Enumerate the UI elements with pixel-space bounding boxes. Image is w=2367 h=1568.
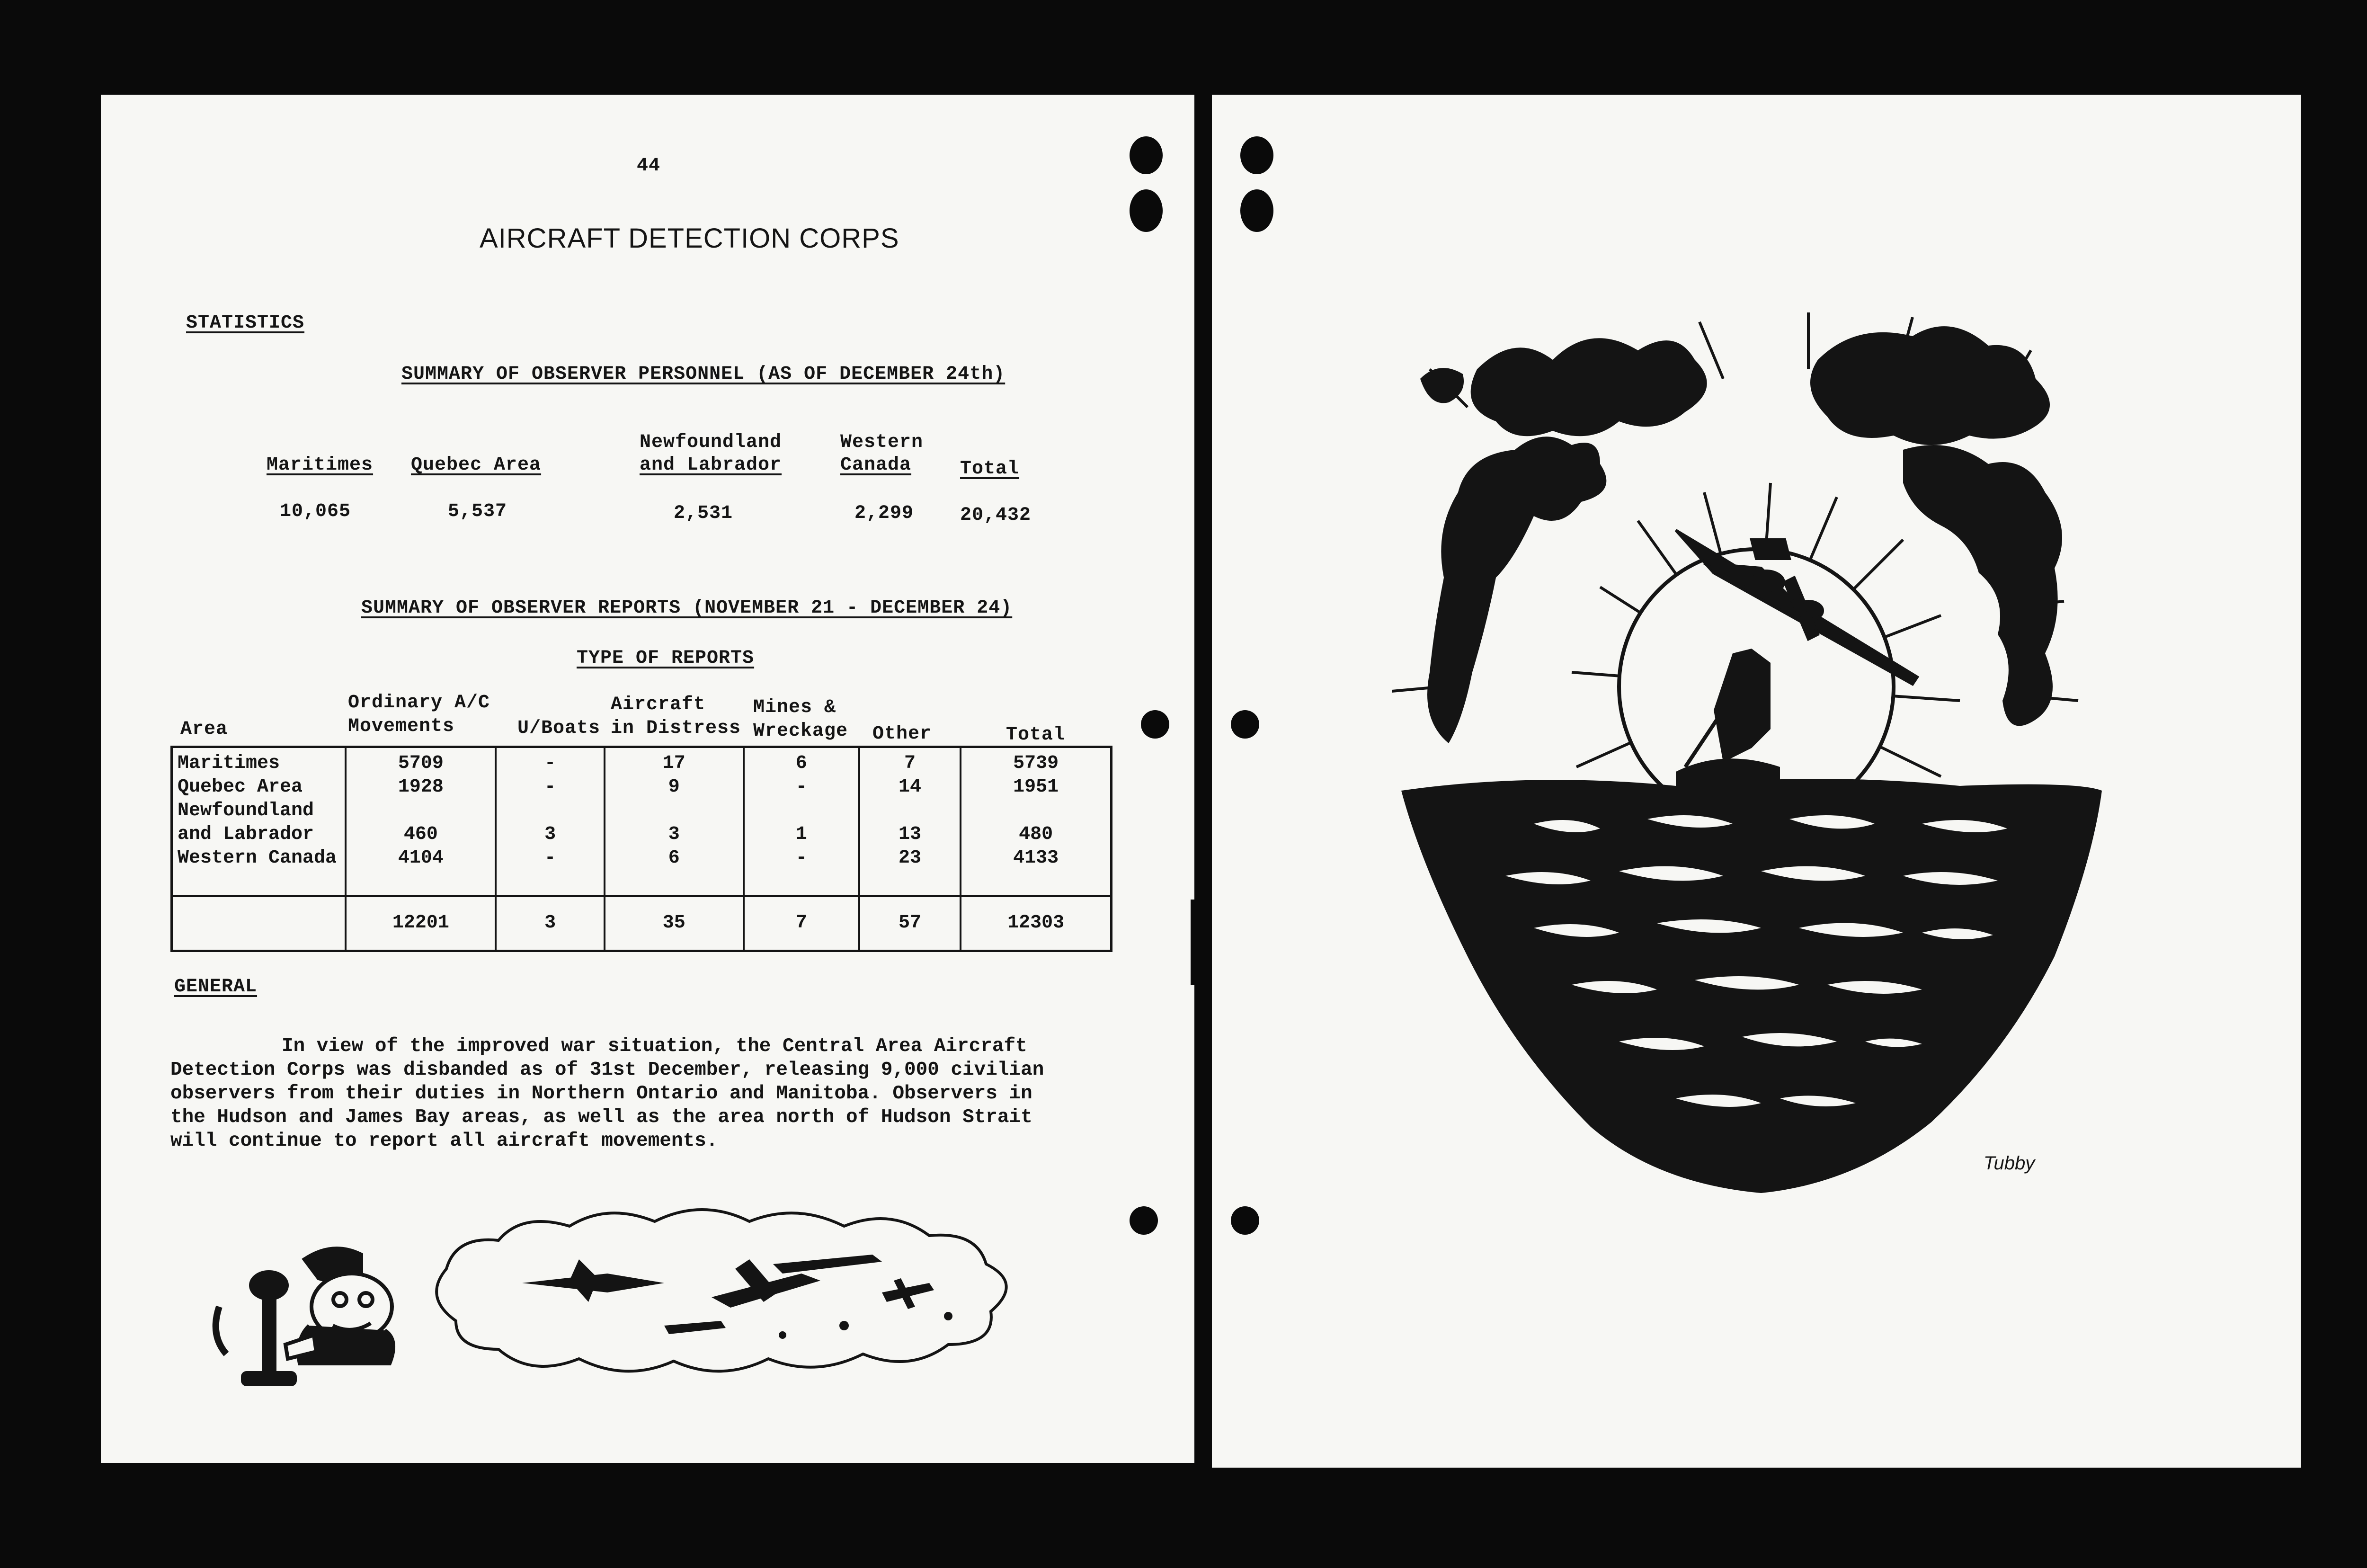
general-heading: GENERAL — [174, 976, 258, 998]
reports-header-mines-line1: Mines & — [753, 697, 836, 718]
personnel-col-maritimes: Maritimes — [267, 454, 374, 476]
mines-blank — [749, 799, 854, 823]
right-page — [1212, 95, 2301, 1468]
binder-hole — [1231, 710, 1259, 739]
other-newfoundland: 13 — [899, 824, 922, 845]
area-newfoundland-line2: and Labrador — [178, 824, 314, 845]
reports-header-aircraft-line2: in Distress — [611, 718, 741, 739]
uboats-blank — [501, 799, 598, 823]
mines-cell — [744, 747, 859, 896]
total-cell — [961, 747, 1111, 896]
mines-newfoundland: 1 — [795, 824, 807, 845]
personnel-col-western-line1: Western — [840, 432, 924, 453]
other-maritimes: 7 — [904, 753, 916, 774]
personnel-col-quebec: Quebec Area — [411, 454, 542, 476]
uboats-maritimes: - — [544, 753, 556, 774]
ordinary-cell — [346, 747, 496, 896]
uboats-newfoundland: 3 — [544, 824, 556, 845]
aircraft-blank — [610, 799, 738, 823]
uboats-cell — [496, 747, 604, 896]
binder-hole — [1240, 136, 1273, 174]
personnel-col-newfoundland-line1: Newfoundland — [640, 432, 782, 453]
aircraft-western: 6 — [668, 847, 680, 869]
reports-header-total: Total — [1006, 724, 1066, 746]
page-spine-mark — [1191, 900, 1200, 985]
general-line: the Hudson and James Bay areas, as well as the area north of Hudson Strait — [170, 1106, 1032, 1128]
total-quebec: 1951 — [1013, 776, 1059, 798]
page-number: 44 — [637, 155, 661, 177]
personnel-value-western: 2,299 — [854, 503, 914, 524]
area-quebec: Quebec Area — [178, 776, 303, 798]
binder-hole — [1141, 710, 1169, 739]
binder-hole — [1240, 189, 1273, 232]
sum-other: 57 — [859, 896, 961, 951]
sunset-bomber-illustration — [1392, 294, 2130, 1250]
ordinary-quebec: 1928 — [398, 776, 444, 798]
personnel-value-newfoundland: 2,531 — [674, 503, 733, 524]
personnel-value-quebec: 5,537 — [448, 501, 507, 522]
personnel-col-western-line2: Canada — [840, 454, 912, 476]
aircraft-maritimes: 17 — [662, 753, 685, 774]
personnel-heading: SUMMARY OF OBSERVER PERSONNEL (AS OF DECEMBER 24th) — [401, 364, 1006, 385]
other-quebec: 14 — [899, 776, 922, 798]
binder-hole — [1231, 1206, 1259, 1235]
reports-header-aircraft-line1: Aircraft — [611, 694, 706, 715]
table-row — [172, 747, 1112, 896]
sum-total: 12303 — [961, 896, 1111, 951]
reports-header-ordinary-line2: Movements — [348, 716, 455, 737]
aircraft-quebec: 9 — [668, 776, 680, 798]
personnel-col-newfoundland-line2: and Labrador — [640, 454, 782, 476]
reports-header-mines-line2: Wreckage — [753, 721, 848, 742]
reports-heading: SUMMARY OF OBSERVER REPORTS (NOVEMBER 21 - DECEMBER 24) — [361, 597, 1013, 619]
other-cell — [859, 747, 961, 896]
total-maritimes: 5739 — [1013, 753, 1059, 774]
binder-hole — [1130, 136, 1163, 174]
table-row-sums — [172, 896, 1112, 951]
reports-header-ordinary-line1: Ordinary A/C — [348, 692, 490, 713]
area-western: Western Canada — [178, 847, 337, 869]
left-page — [101, 95, 1194, 1463]
personnel-col-total: Total — [960, 458, 1020, 480]
ordinary-maritimes: 5709 — [398, 753, 444, 774]
general-line: will continue to report all aircraft movements. — [170, 1130, 718, 1152]
area-maritimes: Maritimes — [178, 753, 280, 774]
ordinary-newfoundland: 460 — [403, 824, 438, 845]
aircraft-cell — [605, 747, 744, 896]
general-line: Detection Corps was disbanded as of 31st December, releasing 9,000 civilian — [170, 1059, 1044, 1081]
reports-table — [170, 746, 1112, 952]
total-western: 4133 — [1013, 847, 1059, 869]
total-newfoundland: 480 — [1019, 824, 1053, 845]
mines-maritimes: 6 — [795, 753, 807, 774]
binder-hole — [1130, 1206, 1158, 1235]
personnel-value-maritimes: 10,065 — [280, 501, 351, 522]
mines-quebec: - — [795, 776, 807, 798]
sum-aircraft: 35 — [605, 896, 744, 951]
total-blank — [966, 799, 1105, 823]
page-title: AIRCRAFT DETECTION CORPS — [480, 223, 899, 254]
other-western: 23 — [899, 847, 922, 869]
statistics-heading: STATISTICS — [186, 312, 305, 334]
reports-header-other: Other — [872, 723, 932, 745]
sum-label-cell — [172, 896, 346, 951]
sum-uboats: 3 — [496, 896, 604, 951]
binder-hole — [1130, 189, 1163, 232]
ordinary-western: 4104 — [398, 847, 444, 869]
general-line: observers from their duties in Northern Ontario and Manitoba. Observers in — [170, 1083, 1032, 1105]
mines-western: - — [795, 847, 807, 869]
uboats-quebec: - — [544, 776, 556, 798]
aircraft-newfoundland: 3 — [668, 824, 680, 845]
observer-cartoon-illustration — [191, 1184, 1190, 1401]
reports-header-area: Area — [180, 719, 228, 740]
sum-ordinary: 12201 — [346, 896, 496, 951]
artist-signature: Tubby — [1984, 1153, 2035, 1174]
area-newfoundland-line1: Newfoundland — [178, 800, 314, 821]
ordinary-blank — [351, 799, 490, 823]
general-line: In view of the improved war situation, the Central Area Aircraft — [282, 1035, 1027, 1057]
personnel-value-total: 20,432 — [960, 505, 1032, 526]
sum-mines: 7 — [744, 896, 859, 951]
reports-header-uboats: U/Boats — [517, 718, 601, 739]
uboats-western: - — [544, 847, 556, 869]
area-cell — [172, 747, 346, 896]
general-paragraph — [170, 1034, 1127, 1153]
reports-subheading: TYPE OF REPORTS — [577, 648, 755, 669]
other-blank — [865, 799, 955, 823]
